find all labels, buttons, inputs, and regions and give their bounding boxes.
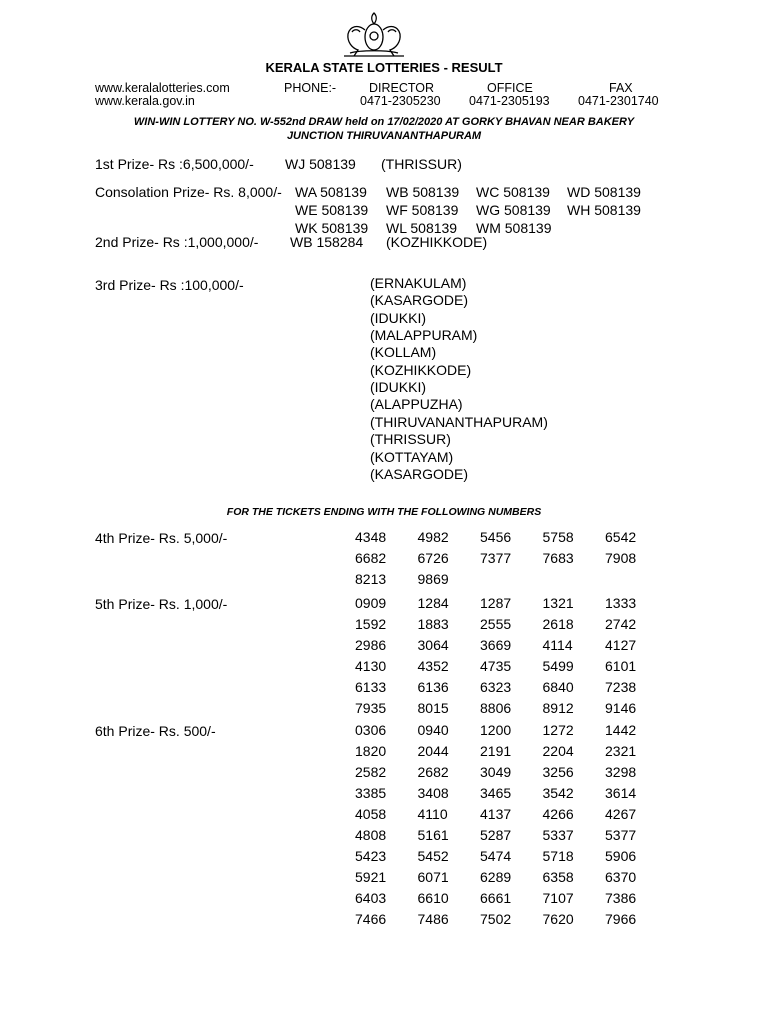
winning-number: 4127 [605, 637, 637, 653]
number-row [355, 635, 668, 656]
director-label: DIRECTOR [369, 81, 435, 95]
winning-number: 5287 [480, 827, 512, 843]
winning-number: 3049 [480, 764, 512, 780]
winning-number: 6610 [417, 890, 449, 906]
winning-number: 2191 [480, 743, 512, 759]
consolation-prize-label: Consolation Prize- Rs. 8,000/- [95, 184, 282, 200]
winning-number: 6136 [417, 679, 449, 695]
winning-number: 1321 [542, 595, 574, 611]
winning-number: 6726 [417, 550, 449, 566]
winning-number: 9869 [417, 571, 449, 587]
number-row [355, 909, 668, 930]
winning-number: 3614 [605, 785, 637, 801]
sixth-prize-label: 6th Prize- Rs. 500/- [95, 723, 216, 739]
winning-number: 8912 [542, 700, 574, 716]
winning-number: 2204 [542, 743, 574, 759]
third-prize-place: (THRISSUR) [370, 431, 451, 448]
winning-number: 8213 [355, 571, 387, 587]
winning-number: 3256 [542, 764, 574, 780]
fax-phone: 0471-2301740 [578, 94, 659, 108]
winning-number: 1333 [605, 595, 637, 611]
winning-number: 5377 [605, 827, 637, 843]
winning-number: 6133 [355, 679, 387, 695]
third-prize-place: (KOTTAYAM) [370, 448, 454, 465]
first-prize-place: (THRISSUR) [381, 156, 462, 172]
number-row [355, 614, 668, 635]
winning-number: 7238 [605, 679, 637, 695]
winning-number: 4114 [542, 637, 573, 653]
consolation-ticket: WE 508139 [295, 202, 369, 218]
kerala-emblem-icon [340, 10, 408, 60]
winning-number: 3385 [355, 785, 387, 801]
draw-info-line-2: JUNCTION THIRUVANANTHAPURAM [286, 130, 482, 142]
number-row [355, 527, 668, 548]
winning-number: 0306 [355, 722, 387, 738]
winning-number: 3542 [542, 785, 574, 801]
first-prize-label: 1st Prize- Rs :6,500,000/- [95, 156, 254, 172]
number-row [355, 656, 668, 677]
winning-number: 6403 [355, 890, 387, 906]
third-prize-place: (MALAPPURAM) [370, 327, 478, 344]
second-prize-place: (KOZHIKKODE) [386, 234, 488, 250]
third-prize-place: (IDUKKI) [370, 309, 426, 326]
fax-label: FAX [609, 81, 633, 95]
winning-number: 3465 [480, 785, 512, 801]
consolation-ticket: WM 508139 [476, 220, 552, 236]
third-prize-label: 3rd Prize- Rs :100,000/- [95, 277, 244, 293]
winning-number: 5906 [605, 848, 637, 864]
number-row [355, 569, 668, 590]
third-prize-place: (KASARGODE) [370, 465, 469, 482]
winning-number: 7466 [355, 911, 387, 927]
third-prize-place: (KASARGODE) [370, 292, 469, 309]
fifth-prize-numbers [355, 593, 668, 719]
winning-number: 6682 [355, 550, 387, 566]
number-row [355, 888, 668, 909]
number-row [355, 698, 668, 719]
number-row [355, 548, 668, 569]
winning-number: 2742 [605, 616, 637, 632]
winning-number: 1284 [417, 595, 449, 611]
number-row [355, 720, 668, 741]
second-prize-label: 2nd Prize- Rs :1,000,000/- [95, 234, 259, 250]
number-row [355, 677, 668, 698]
winning-number: 2321 [605, 743, 637, 759]
winning-number: 4267 [605, 806, 637, 822]
director-phone: 0471-2305230 [360, 94, 441, 108]
winning-number: 1272 [542, 722, 574, 738]
third-prize-place: (IDUKKI) [370, 379, 426, 396]
winning-number: 2682 [417, 764, 449, 780]
first-prize-ticket: WJ 508139 [285, 156, 356, 172]
winning-number: 3669 [480, 637, 512, 653]
winning-number: 2555 [480, 616, 512, 632]
winning-number: 4348 [355, 529, 387, 545]
winning-number: 1592 [355, 616, 387, 632]
winning-number: 6101 [605, 658, 637, 674]
website-link-2[interactable]: www.kerala.gov.in [95, 94, 195, 108]
consolation-ticket: WF 508139 [386, 202, 459, 218]
consolation-ticket: WD 508139 [567, 184, 641, 200]
fifth-prize-label: 5th Prize- Rs. 1,000/- [95, 596, 228, 612]
third-prize-place: (KOLLAM) [370, 344, 437, 361]
number-row [355, 762, 668, 783]
winning-number: 1200 [480, 722, 512, 738]
winning-number: 4130 [355, 658, 387, 674]
winning-number: 4808 [355, 827, 387, 843]
winning-number: 3408 [417, 785, 449, 801]
fourth-prize-label: 4th Prize- Rs. 5,000/- [95, 530, 228, 546]
second-prize-ticket: WB 158284 [290, 234, 364, 250]
winning-number: 5474 [480, 848, 512, 864]
number-row [355, 741, 668, 762]
winning-number: 5423 [355, 848, 387, 864]
office-label: OFFICE [487, 81, 533, 95]
winning-number: 2986 [355, 637, 387, 653]
winning-number: 4266 [542, 806, 574, 822]
winning-number: 6840 [542, 679, 574, 695]
consolation-ticket: WG 508139 [476, 202, 551, 218]
winning-number: 3064 [417, 637, 449, 653]
winning-number: 2044 [417, 743, 449, 759]
winning-number: 5337 [542, 827, 574, 843]
sixth-prize-numbers [355, 720, 668, 930]
winning-number: 4137 [480, 806, 512, 822]
number-row [355, 846, 668, 867]
winning-number: 1820 [355, 743, 387, 759]
winning-number: 6071 [417, 869, 449, 885]
winning-number: 5456 [480, 529, 512, 545]
third-prize-place: (ALAPPUZHA) [370, 396, 463, 413]
ending-numbers-note: FOR THE TICKETS ENDING WITH THE FOLLOWING NUMBERS [226, 506, 542, 518]
winning-number: 7935 [355, 700, 387, 716]
winning-number: 1442 [605, 722, 637, 738]
consolation-ticket: WK 508139 [295, 220, 369, 236]
consolation-ticket: WL 508139 [386, 220, 458, 236]
consolation-ticket: WB 508139 [386, 184, 460, 200]
winning-number: 7107 [542, 890, 574, 906]
number-row [355, 825, 668, 846]
winning-number: 0940 [417, 722, 449, 738]
number-row [355, 593, 668, 614]
winning-number: 4735 [480, 658, 512, 674]
winning-number: 5452 [417, 848, 449, 864]
winning-number: 7908 [605, 550, 637, 566]
consolation-ticket: WA 508139 [295, 184, 367, 200]
number-row [355, 804, 668, 825]
winning-number: 5161 [417, 827, 449, 843]
winning-number: 2582 [355, 764, 387, 780]
winning-number: 6542 [605, 529, 637, 545]
consolation-ticket: WC 508139 [476, 184, 550, 200]
winning-number: 2618 [542, 616, 574, 632]
winning-number: 5499 [542, 658, 574, 674]
winning-number: 6289 [480, 869, 512, 885]
winning-number: 5718 [542, 848, 574, 864]
winning-number: 4058 [355, 806, 387, 822]
winning-number: 7683 [542, 550, 574, 566]
phone-label: PHONE:- [284, 81, 337, 95]
winning-number: 5758 [542, 529, 574, 545]
winning-number: 8015 [417, 700, 449, 716]
winning-number: 7966 [605, 911, 637, 927]
winning-number: 4352 [417, 658, 449, 674]
office-phone: 0471-2305193 [469, 94, 550, 108]
winning-number: 3298 [605, 764, 637, 780]
number-row [355, 783, 668, 804]
winning-number: 7486 [417, 911, 449, 927]
winning-number: 6358 [542, 869, 574, 885]
winning-number: 6661 [480, 890, 512, 906]
consolation-ticket: WH 508139 [567, 202, 641, 218]
number-row [355, 867, 668, 888]
third-prize-place: (KOZHIKKODE) [370, 361, 472, 378]
third-prize-place: (THIRUVANANTHAPURAM) [370, 413, 548, 430]
website-link-1[interactable]: www.keralalotteries.com [95, 81, 230, 95]
winning-number: 7620 [542, 911, 574, 927]
winning-number: 0909 [355, 595, 387, 611]
winning-number: 7502 [480, 911, 512, 927]
winning-number: 5921 [355, 869, 387, 885]
winning-number: 1883 [417, 616, 449, 632]
winning-number: 7377 [480, 550, 512, 566]
fourth-prize-numbers [355, 527, 668, 590]
page-title: KERALA STATE LOTTERIES - RESULT [265, 60, 503, 75]
winning-number: 7386 [605, 890, 637, 906]
winning-number: 6370 [605, 869, 637, 885]
winning-number: 4982 [417, 529, 449, 545]
winning-number: 8806 [480, 700, 512, 716]
winning-number: 9146 [605, 700, 637, 716]
draw-info-line-1: WIN-WIN LOTTERY NO. W-552nd DRAW held on 17/02/2020 AT GORKY BHAVAN NEAR BAKERY [133, 116, 635, 128]
third-prize-place: (ERNAKULAM) [370, 275, 467, 291]
winning-number: 1287 [480, 595, 512, 611]
winning-number: 4110 [417, 806, 448, 822]
winning-number: 6323 [480, 679, 512, 695]
